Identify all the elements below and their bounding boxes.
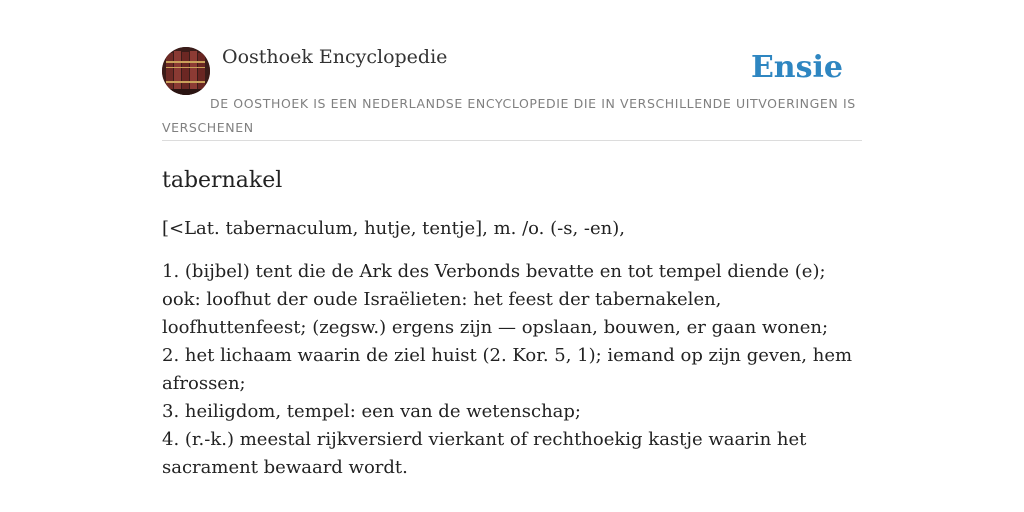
page-title: tabernakel [162, 168, 283, 193]
ensie-logo-link[interactable]: Ensie [750, 50, 843, 85]
definition-item: 2. het lichaam waarin de ziel huist (2. Kor. 5, 1); iemand op zijn geven, hem afrossen; [162, 345, 853, 394]
entry-card [162, 40, 862, 482]
etymology: [<Lat. tabernaculum, hutje, tentje], m. /o. (-s, -en), [162, 218, 625, 239]
definition-item: 1. (bijbel) tent die de Ark des Verbonds bevatte en tot tempel diende (e); ook: loofhut der oude Israëlieten: het feest der tabernakelen, loofhuttenfeest; (zegsw.) ergens zijn — opslaan, bouwen, er gaan wonen; [162, 261, 829, 338]
source-header [162, 40, 862, 141]
definition-item: 3. heiligdom, tempel: een van de wetenschap; [162, 401, 581, 422]
definition-list [162, 258, 862, 482]
source-title[interactable]: Oosthoek Encyclopedie [222, 46, 448, 68]
definition-item: 4. (r.-k.) meestal rijkversierd vierkant of rechthoekig kastje waarin het sacrament bewaard wordt. [162, 429, 807, 478]
source-description: DE OOSTHOEK IS EEN NEDERLANDSE ENCYCLOPEDIE DIE IN VERSCHILLENDE UITVOERINGEN IS VERSCHENEN [162, 96, 856, 135]
encyclopedia-books-icon[interactable] [162, 47, 210, 95]
